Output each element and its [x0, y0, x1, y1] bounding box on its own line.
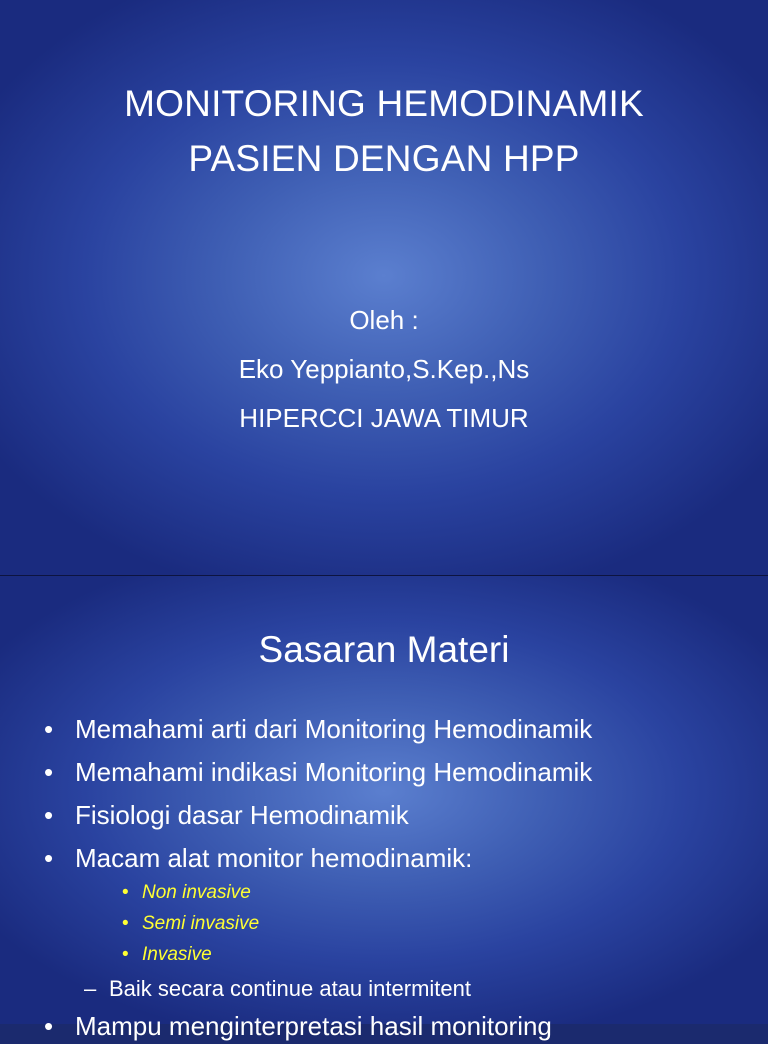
slide-title-line-1: MONITORING HEMODINAMIK [124, 83, 644, 124]
sub-bullet-text: Invasive [142, 944, 212, 965]
organization-name: HIPERCCI JAWA TIMUR [239, 403, 529, 433]
bullet-item [44, 840, 472, 876]
bullet-text: Memahami arti dari Monitoring Hemodinamik [75, 714, 593, 744]
bullet-item [44, 797, 409, 833]
sub-bullet-text: Non invasive [142, 882, 251, 903]
bullet-item-partial [44, 1008, 552, 1044]
sub-bullet-icon: • [122, 882, 129, 903]
sub-bullet-item [122, 942, 212, 968]
sub-bullet-item [122, 880, 251, 906]
bullet-icon: • [44, 757, 54, 787]
bullet-item [44, 711, 592, 747]
bullet-icon: • [44, 800, 54, 830]
bullet-icon: • [44, 1011, 54, 1041]
dash-text: Baik secara continue atau intermitent [109, 976, 471, 1001]
dash-item [84, 973, 471, 1005]
bullet-text: Macam alat monitor hemodinamik: [75, 843, 473, 873]
bullet-item [44, 754, 592, 790]
bullet-icon: • [44, 714, 54, 744]
bullet-icon: • [44, 843, 54, 873]
author-name: Eko Yeppianto,S.Kep.,Ns [238, 354, 530, 384]
bullet-text: Fisiologi dasar Hemodinamik [75, 800, 409, 830]
sub-bullet-item [122, 911, 259, 937]
bullet-text: Memahami indikasi Monitoring Hemodinamik [75, 757, 593, 787]
section-heading: Sasaran Materi [258, 629, 510, 670]
sub-bullet-icon: • [122, 913, 129, 934]
sub-bullet-text: Semi invasive [142, 913, 260, 934]
bullet-text: Mampu menginterpretasi hasil monitoring [75, 1011, 552, 1041]
slide-title-line-2: PASIEN DENGAN HPP [188, 138, 580, 179]
dash-icon: – [84, 976, 97, 1001]
by-label: Oleh : [349, 305, 419, 335]
sub-bullet-icon: • [122, 944, 129, 965]
